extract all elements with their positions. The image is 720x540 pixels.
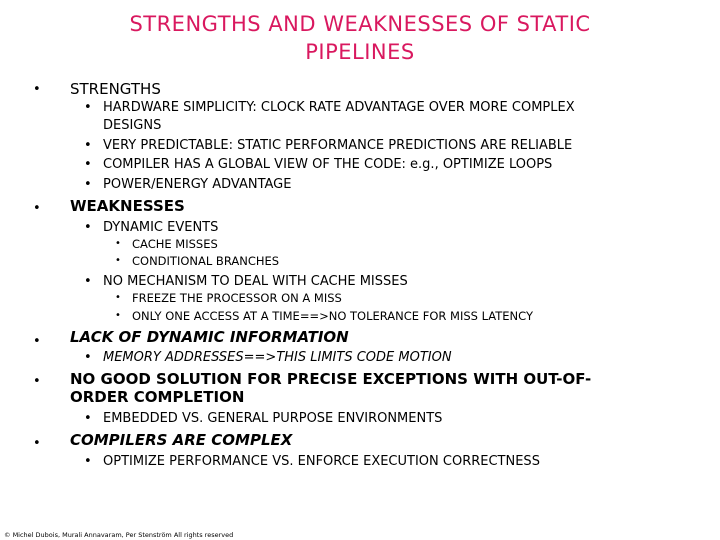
bullet: • <box>84 411 92 426</box>
strength-item: HARDWARE SIMPLICITY: CLOCK RATE ADVANTAGE OVER MORE COMPLEX <box>103 100 575 115</box>
bullet: • <box>84 350 92 365</box>
bullet: • <box>33 374 41 389</box>
bullet: • <box>84 274 92 289</box>
bullet: • <box>84 220 92 235</box>
bullet: • <box>115 310 121 321</box>
lack-item: MEMORY ADDRESSES==>THIS LIMITS CODE MOTION <box>103 350 452 365</box>
title-line-2: PIPELINES <box>305 40 415 64</box>
strength-item: COMPILER HAS A GLOBAL VIEW OF THE CODE: e.g., OPTIMIZE LOOPS <box>103 157 553 172</box>
weakness-subitem: FREEZE THE PROCESSOR ON A MISS <box>132 291 342 305</box>
precise-item: EMBEDDED VS. GENERAL PURPOSE ENVIRONMENTS <box>103 411 443 426</box>
bullet: • <box>115 238 121 249</box>
bullet: • <box>33 436 41 451</box>
weaknesses-heading: WEAKNESSES <box>70 197 185 215</box>
copyright-footer: © Michel Dubois, Murali Annavaram, Per Stenström All rights reserved <box>4 531 234 539</box>
bullet: • <box>84 177 92 192</box>
strength-item: POWER/ENERGY ADVANTAGE <box>103 177 292 192</box>
strength-item: VERY PREDICTABLE: STATIC PERFORMANCE PREDICTIONS ARE RELIABLE <box>103 138 573 153</box>
weakness-subitem: CACHE MISSES <box>132 237 218 251</box>
bullet: • <box>84 454 92 469</box>
bullet: • <box>84 157 92 172</box>
bullet: • <box>33 82 41 97</box>
bullet: • <box>84 138 92 153</box>
precise-heading-line-1: NO GOOD SOLUTION FOR PRECISE EXCEPTIONS WITH OUT-OF- <box>70 370 592 388</box>
precise-heading-line-2: ORDER COMPLETION <box>70 388 245 406</box>
weakness-item: DYNAMIC EVENTS <box>103 220 219 235</box>
lack-heading: LACK OF DYNAMIC INFORMATION <box>70 328 349 346</box>
bullet: • <box>33 201 41 216</box>
weakness-subitem: ONLY ONE ACCESS AT A TIME==>NO TOLERANCE FOR MISS LATENCY <box>132 309 534 323</box>
compilers-heading: COMPILERS ARE COMPLEX <box>70 431 293 449</box>
bullet: • <box>84 100 92 115</box>
bullet: • <box>115 292 121 303</box>
bullet: • <box>115 255 121 266</box>
strength-item-cont: DESIGNS <box>103 118 162 133</box>
title-line-1: STRENGTHS AND WEAKNESSES OF STATIC <box>129 12 591 36</box>
strengths-heading: STRENGTHS <box>70 80 161 98</box>
weakness-subitem: CONDITIONAL BRANCHES <box>132 254 280 268</box>
bullet: • <box>33 334 41 349</box>
compilers-item: OPTIMIZE PERFORMANCE VS. ENFORCE EXECUTION CORRECTNESS <box>103 454 540 469</box>
slide-title <box>60 10 660 66</box>
weakness-item: NO MECHANISM TO DEAL WITH CACHE MISSES <box>103 274 408 289</box>
